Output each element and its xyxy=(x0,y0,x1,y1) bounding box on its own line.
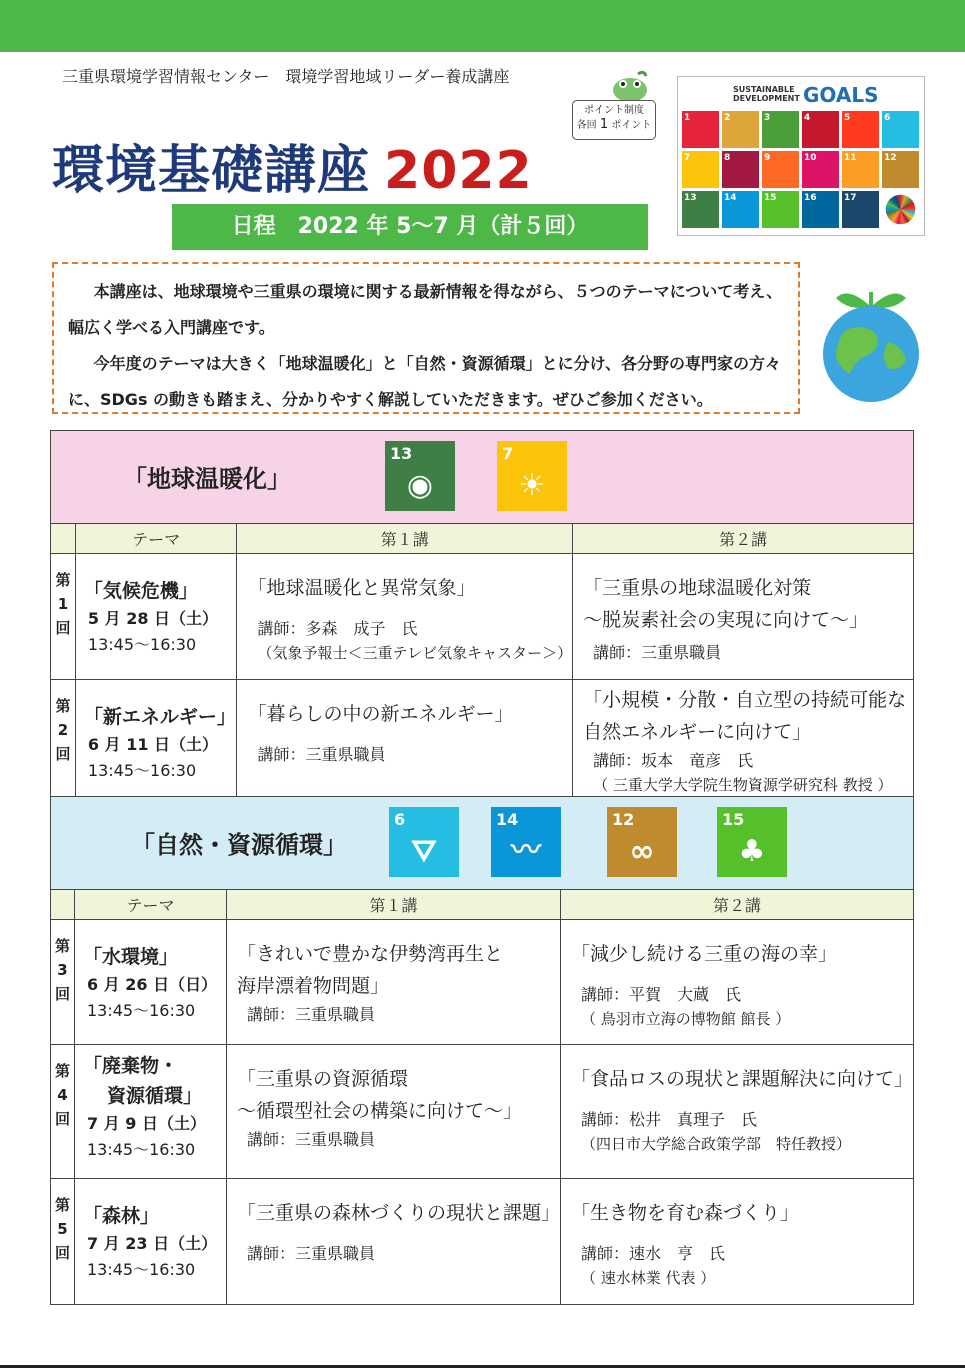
lecture-1: 「地球温暖化と異常気象」 講師：多森 成子 氏 （気象予報士＜三重テレビ気象キャスター＞） xyxy=(237,554,573,680)
sdg-goal-tile: 4 xyxy=(802,111,839,148)
table-row xyxy=(51,920,914,1045)
top-green-bar xyxy=(0,0,965,52)
sdg-goal-tile: 13 xyxy=(682,191,719,228)
section-band-nature-resources xyxy=(51,797,914,890)
sdg-goal-tile: 1 xyxy=(682,111,719,148)
sdg-13-climate-icon: 13 ◉ xyxy=(385,441,455,511)
table-row xyxy=(51,680,914,798)
sdg-goal-tile xyxy=(886,195,916,225)
session-number: 第 2 回 xyxy=(51,680,76,798)
organizer-text: 三重県環境学習情報センター 環境学習地域リーダー養成講座 xyxy=(62,67,510,86)
table-row xyxy=(51,1179,914,1305)
point-system-badge xyxy=(572,100,656,140)
session-theme: 「新エネルギー」 6 月 11 日（土） 13:45～16:30 xyxy=(75,680,237,798)
sdg-goal-tile: 7 xyxy=(682,151,719,188)
sdg-15-land-icon: 15 ♣ xyxy=(717,807,787,877)
sdg-12-consumption-icon: 12 ∞ xyxy=(607,807,677,877)
title-text: 環境基礎講座 xyxy=(52,141,371,201)
sdg-6-water-icon: 6 ⛛ xyxy=(389,807,459,877)
sdgs-goal-grid xyxy=(682,111,922,228)
sdg-goal-tile: 2 xyxy=(722,111,759,148)
header-theme: テーマ xyxy=(74,890,226,920)
mascot-icon xyxy=(608,70,652,104)
schedule-banner: 日程 2022 年 5～7 月（計５回） xyxy=(172,204,648,250)
lecture-1: 「三重県の森林づくりの現状と課題」 講師：三重県職員 xyxy=(226,1179,560,1305)
intro-box xyxy=(52,262,800,414)
header-lecture-1: 第１講 xyxy=(226,890,560,920)
lecture-1: 「暮らしの中の新エネルギー」 講師：三重県職員 xyxy=(237,680,573,798)
table-row xyxy=(51,554,914,680)
sdg-goal-tile: 14 xyxy=(722,191,759,228)
lecture-2: 「減少し続ける三重の海の幸」 講師：平賀 大蔵 氏 （ 鳥羽市立海の博物館 館長 ） xyxy=(560,920,913,1045)
sdg-goal-tile: 6 xyxy=(882,111,919,148)
section-title-global-warming: 「地球温暖化」 xyxy=(123,465,291,493)
sdg-goal-tile: 12 xyxy=(882,151,919,188)
sdg-goal-tile: 15 xyxy=(762,191,799,228)
session-number: 第 4 回 xyxy=(51,1045,75,1179)
session-theme: 「森林」 7 月 23 日（土） 13:45～16:30 xyxy=(74,1179,226,1305)
lecture-2: 「三重県の地球温暖化対策 ～脱炭素社会の実現に向けて～」 講師：三重県職員 xyxy=(573,554,914,680)
lecture-1: 「きれいで豊かな伊勢湾再生と 海岸漂着物問題」 講師：三重県職員 xyxy=(226,920,560,1045)
point-label: ポイント制度 xyxy=(584,105,644,116)
sdg-goal-tile: 17 xyxy=(842,191,879,228)
page-title xyxy=(52,128,533,203)
schedule-table-nature-resources xyxy=(50,796,914,1305)
header-blank xyxy=(51,524,76,554)
sdg-goal-tile: 11 xyxy=(842,151,879,188)
session-number: 第 1 回 xyxy=(51,554,76,680)
title-year: 2022 xyxy=(384,141,533,201)
sdg-goal-tile: 9 xyxy=(762,151,799,188)
sdg-goal-tile: 3 xyxy=(762,111,799,148)
lecture-2: 「生き物を育む森づくり」 講師：速水 亨 氏 （ 速水林業 代表 ） xyxy=(560,1179,913,1305)
session-number: 第 3 回 xyxy=(51,920,75,1045)
header-lecture-2: 第２講 xyxy=(573,524,914,554)
session-theme: 「廃棄物・ 資源循環」 7 月 9 日（土） 13:45～16:30 xyxy=(74,1045,226,1179)
session-theme: 「気候危機」 5 月 28 日（土） 13:45～16:30 xyxy=(75,554,237,680)
header-blank xyxy=(51,890,75,920)
header-lecture-1: 第１講 xyxy=(237,524,573,554)
section-band-global-warming xyxy=(51,431,914,524)
sdgs-goals-word: GOALS xyxy=(803,83,879,107)
header-theme: テーマ xyxy=(75,524,237,554)
schedule-table-global-warming xyxy=(50,430,914,798)
intro-paragraph-1: 本講座は、地球環境や三重県の環境に関する最新情報を得ながら、５つのテーマについて考え、幅広く学べる入門講座です。 xyxy=(68,282,783,337)
sdgs-heading: SUSTAINABLE DEVELOPMENT xyxy=(733,85,800,103)
session-theme: 「水環境」 6 月 26 日（日） 13:45～16:30 xyxy=(74,920,226,1045)
sdgs-logo-panel xyxy=(677,76,925,236)
section-title-nature-resources: 「自然・資源循環」 xyxy=(131,831,347,859)
sdg-goal-tile: 16 xyxy=(802,191,839,228)
earth-sprout-icon xyxy=(808,262,934,402)
bottom-rule xyxy=(0,1365,965,1368)
header-lecture-2: 第２講 xyxy=(560,890,913,920)
sdg-7-energy-icon: 7 ☀ xyxy=(497,441,567,511)
sdg-goal-tile: 10 xyxy=(802,151,839,188)
intro-paragraph-2: 今年度のテーマは大きく「地球温暖化」と「自然・資源循環」とに分け、各分野の専門家の方々に、SDGs の動きも踏まえ、分かりやすく解説していただきます。ぜひご参加ください。 xyxy=(68,354,781,409)
lecture-2: 「小規模・分散・自立型の持続可能な 自然エネルギーに向けて」 講師：坂本 竜彦 氏 （ 三重大学大学院生物資源学研究科 教授 ） xyxy=(573,680,914,798)
session-number: 第 5 回 xyxy=(51,1179,75,1305)
sdg-14-ocean-icon: 14 〰 xyxy=(491,807,561,877)
sdg-goal-tile: 8 xyxy=(722,151,759,188)
point-detail: 各回 1 ポイント xyxy=(576,117,652,132)
lecture-2: 「食品ロスの現状と課題解決に向けて」 講師：松井 真理子 氏 （四日市大学総合政策学部 特任教授） xyxy=(560,1045,913,1179)
lecture-1: 「三重県の資源循環 ～循環型社会の構築に向けて～」 講師：三重県職員 xyxy=(226,1045,560,1179)
sdg-goal-tile: 5 xyxy=(842,111,879,148)
table-row xyxy=(51,1045,914,1179)
